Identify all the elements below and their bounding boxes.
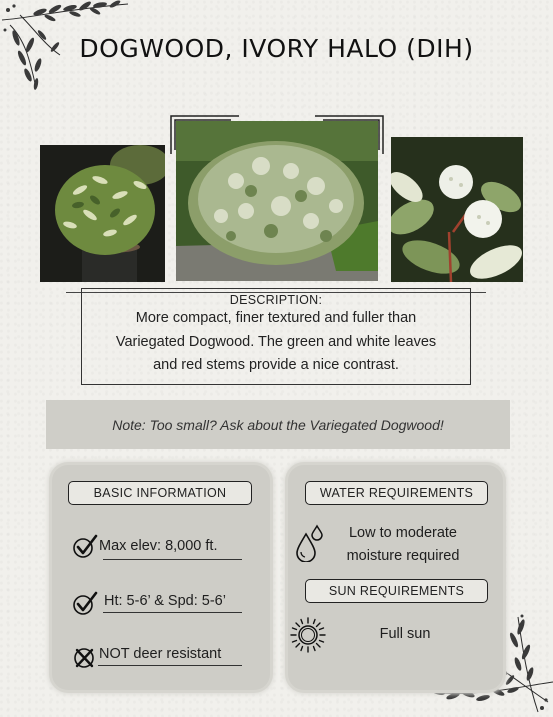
water-requirements-label: WATER REQUIREMENTS	[305, 481, 488, 505]
plant-photo-potted	[40, 145, 165, 282]
basic-info-label: BASIC INFORMATION	[68, 481, 252, 505]
water-line: Low to moderate	[348, 525, 457, 541]
item-underline	[98, 665, 242, 666]
sun-icon	[289, 616, 327, 654]
item-underline	[103, 612, 242, 613]
height-spread-text: Ht: 5-6’ & Spd: 5-6’	[104, 593, 226, 609]
water-requirements-text	[318, 522, 488, 568]
description-heading: DESCRIPTION:	[229, 293, 323, 307]
sun-requirements-text: Full sun	[379, 626, 431, 642]
item-underline	[103, 559, 242, 560]
description-box	[81, 288, 471, 385]
page-title: DOGWOOD, IVORY HALO (DIH)	[79, 34, 474, 63]
deer-resistance-text: NOT deer resistant	[99, 646, 222, 662]
description-text	[82, 307, 470, 378]
plant-photo-flowers	[391, 137, 523, 282]
water-line: moisture required	[346, 548, 460, 564]
note-banner: Note: Too small? Ask about the Variegated Dogwood!	[46, 400, 510, 449]
x-circle-icon	[72, 645, 96, 669]
description-line: More compact, finer textured and fuller than	[135, 310, 417, 326]
sun-requirements-label: SUN REQUIREMENTS	[305, 579, 488, 603]
description-line: Variegated Dogwood. The green and white leaves	[115, 333, 437, 350]
check-circle-icon	[72, 590, 98, 616]
description-line: and red stems provide a nice contrast.	[153, 357, 399, 373]
check-circle-icon	[72, 533, 98, 559]
plant-photo-shrub	[176, 121, 378, 281]
max-elevation-text: Max elev: 8,000 ft.	[99, 538, 218, 554]
